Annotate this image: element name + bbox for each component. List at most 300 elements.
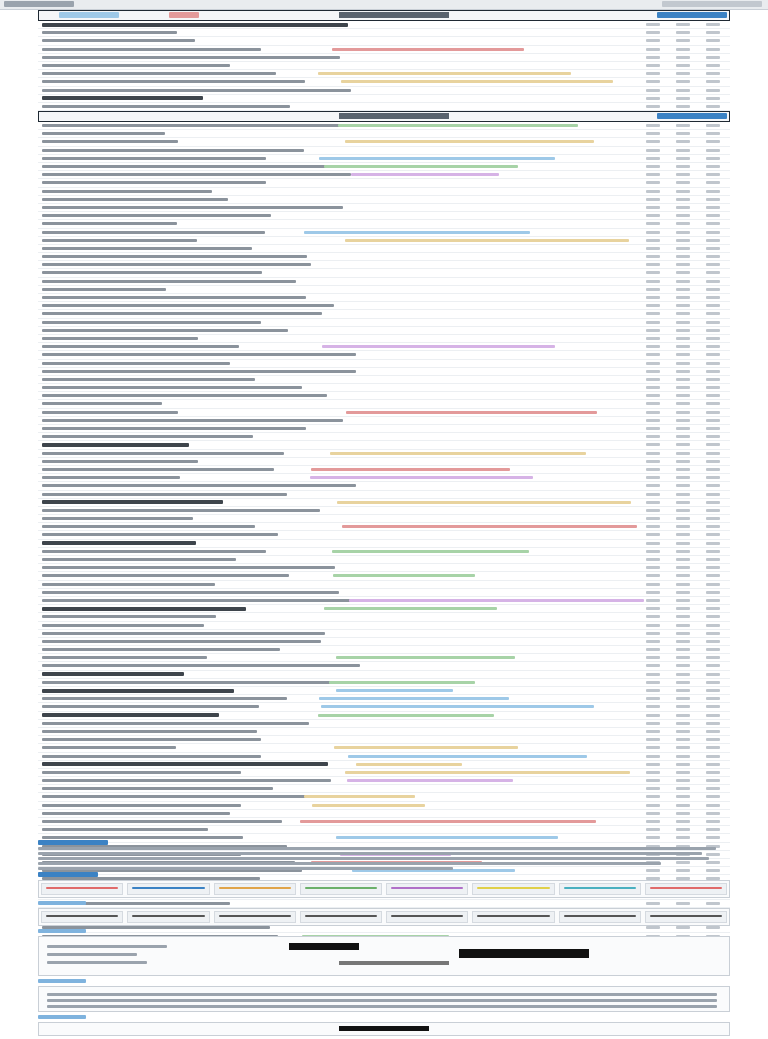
row-stat-placeholder (706, 181, 720, 184)
row-stat-placeholder (676, 533, 690, 536)
paragraph-line (38, 852, 702, 855)
row-stat-placeholder (646, 558, 660, 561)
list-row[interactable] (38, 147, 730, 155)
row-stat-placeholder (646, 771, 660, 774)
row-stat-placeholder (646, 460, 660, 463)
row-stat-placeholder (706, 689, 720, 692)
row-stat-placeholder (676, 23, 690, 26)
footer-link-placeholder[interactable] (38, 1015, 86, 1019)
row-label-placeholder (42, 173, 351, 176)
list-row[interactable] (38, 87, 730, 95)
list-row[interactable] (38, 376, 730, 384)
list-row[interactable] (38, 622, 730, 630)
row-label-placeholder (42, 378, 255, 381)
footer-link-placeholder[interactable] (38, 979, 86, 983)
list-row[interactable] (38, 589, 730, 597)
row-stat-placeholder (706, 673, 720, 676)
footer-section-title-placeholder (38, 872, 98, 877)
row-stat-placeholder (646, 56, 660, 59)
row-label-placeholder (42, 746, 176, 749)
row-stat-placeholder (706, 509, 720, 512)
row-stat-placeholder (676, 288, 690, 291)
list-row[interactable] (38, 753, 730, 761)
row-stat-placeholder (676, 80, 690, 83)
row-stat-placeholder (706, 648, 720, 651)
row-stat-placeholder (646, 378, 660, 381)
row-stat-placeholder (706, 386, 720, 389)
list-row[interactable] (38, 425, 730, 433)
list-row[interactable] (38, 630, 730, 638)
row-stat-placeholder (676, 206, 690, 209)
list-row[interactable] (38, 302, 730, 310)
row-label-placeholder (42, 762, 328, 766)
section-header-2 (38, 111, 730, 122)
row-stat-placeholder (706, 288, 720, 291)
row-stat-placeholder (676, 812, 690, 815)
list-row[interactable] (38, 245, 730, 253)
row-label-placeholder (42, 231, 265, 234)
list-row[interactable] (38, 62, 730, 70)
row-label-placeholder (42, 419, 343, 422)
row-stat-placeholder (646, 132, 660, 135)
row-label-placeholder (42, 362, 230, 365)
row-stat-placeholder (676, 181, 690, 184)
list-row[interactable] (38, 319, 730, 327)
list-row[interactable] (38, 523, 730, 531)
bottom-card (38, 1022, 730, 1036)
row-label-placeholder (42, 697, 287, 700)
row-stat-placeholder (706, 222, 720, 225)
chip[interactable] (127, 883, 209, 895)
row-stat-placeholder (676, 198, 690, 201)
chip[interactable] (41, 911, 123, 923)
row-stat-placeholder (676, 697, 690, 700)
row-stat-placeholder (676, 89, 690, 92)
list-row[interactable] (38, 409, 730, 417)
list-row[interactable] (38, 179, 730, 187)
row-stat-placeholder (706, 411, 720, 414)
row-label-placeholder (42, 795, 308, 798)
list-row[interactable] (38, 46, 730, 54)
row-stat-placeholder (646, 296, 660, 299)
row-stat-placeholder (646, 624, 660, 627)
paragraph-line (47, 1005, 717, 1008)
row-annotation-placeholder (300, 820, 596, 823)
row-stat-placeholder (706, 329, 720, 332)
section-header-badge[interactable] (657, 12, 727, 18)
row-label-placeholder (42, 460, 198, 463)
list-row[interactable] (38, 695, 730, 703)
list-row[interactable] (38, 769, 730, 777)
row-stat-placeholder (646, 591, 660, 594)
list-row[interactable] (38, 212, 730, 220)
list-row[interactable] (38, 261, 730, 269)
list-row[interactable] (38, 671, 730, 679)
list-row[interactable] (38, 204, 730, 212)
row-stat-placeholder (676, 484, 690, 487)
icon-row-card (38, 908, 730, 926)
list-row[interactable] (38, 818, 730, 826)
list-row[interactable] (38, 441, 730, 449)
row-annotation-placeholder (311, 468, 510, 471)
row-stat-placeholder (706, 337, 720, 340)
list-row[interactable] (38, 613, 730, 621)
row-annotation-placeholder (312, 804, 425, 807)
row-stat-placeholder (676, 263, 690, 266)
list-row[interactable] (38, 703, 730, 711)
row-stat-placeholder (706, 795, 720, 798)
list-row[interactable] (38, 37, 730, 45)
row-stat-placeholder (676, 771, 690, 774)
chip[interactable] (127, 911, 209, 923)
row-stat-placeholder (646, 345, 660, 348)
row-stat-placeholder (676, 48, 690, 51)
row-stat-placeholder (646, 39, 660, 42)
dark-bar (339, 1026, 429, 1031)
list-row[interactable] (38, 646, 730, 654)
list-row[interactable] (38, 654, 730, 662)
list-row[interactable] (38, 548, 730, 556)
list-row[interactable] (38, 196, 730, 204)
row-stat-placeholder (706, 255, 720, 258)
list-row[interactable] (38, 392, 730, 400)
row-stat-placeholder (706, 362, 720, 365)
row-label-placeholder (42, 705, 259, 708)
row-stat-placeholder (676, 190, 690, 193)
list-row[interactable] (38, 327, 730, 335)
row-stat-placeholder (676, 476, 690, 479)
chip[interactable] (214, 883, 296, 895)
list-row[interactable] (38, 54, 730, 62)
row-stat-placeholder (676, 460, 690, 463)
row-stat-placeholder (706, 173, 720, 176)
toolbar-controls-placeholder[interactable] (662, 1, 762, 7)
row-label-placeholder (42, 607, 246, 611)
list-row[interactable] (38, 95, 730, 103)
footer-link-placeholder[interactable] (38, 901, 86, 905)
footer-area (38, 838, 730, 1039)
row-label-placeholder (42, 755, 261, 758)
list-row[interactable] (38, 810, 730, 818)
footer-link-placeholder[interactable] (38, 929, 86, 933)
chip[interactable] (386, 883, 468, 895)
list-row[interactable] (38, 712, 730, 720)
row-annotation-placeholder (356, 763, 462, 766)
list-row[interactable] (38, 531, 730, 539)
list-row[interactable] (38, 572, 730, 580)
chip[interactable] (300, 883, 382, 895)
row-stat-placeholder (646, 255, 660, 258)
section-header-badge[interactable] (657, 113, 727, 119)
row-stat-placeholder (676, 795, 690, 798)
row-stat-placeholder (676, 738, 690, 741)
row-stat-placeholder (706, 763, 720, 766)
row-label-placeholder (42, 624, 204, 627)
list-row[interactable] (38, 417, 730, 425)
row-stat-placeholder (676, 402, 690, 405)
row-label-placeholder (42, 500, 223, 504)
list-row[interactable] (38, 491, 730, 499)
row-label-placeholder (42, 566, 335, 569)
list-row[interactable] (38, 597, 730, 605)
row-stat-placeholder (646, 165, 660, 168)
list-row[interactable] (38, 581, 730, 589)
list-row[interactable] (38, 29, 730, 37)
list-row[interactable] (38, 294, 730, 302)
row-stat-placeholder (646, 632, 660, 635)
list-row[interactable] (38, 499, 730, 507)
row-stat-placeholder (676, 312, 690, 315)
row-stat-placeholder (676, 755, 690, 758)
row-stat-placeholder (676, 280, 690, 283)
row-stat-placeholder (646, 362, 660, 365)
preview-card (38, 936, 730, 976)
list-row[interactable] (38, 368, 730, 376)
list-row[interactable] (38, 138, 730, 146)
row-stat-placeholder (646, 353, 660, 356)
list-row[interactable] (38, 237, 730, 245)
list-row[interactable] (38, 171, 730, 179)
row-label-placeholder (42, 96, 203, 100)
row-label-placeholder (42, 517, 193, 520)
row-annotation-placeholder (334, 746, 518, 749)
list-row[interactable] (38, 515, 730, 523)
row-stat-placeholder (676, 820, 690, 823)
list-row[interactable] (38, 793, 730, 801)
list-row[interactable] (38, 286, 730, 294)
row-label-placeholder (42, 312, 322, 315)
row-stat-placeholder (676, 304, 690, 307)
list-row[interactable] (38, 130, 730, 138)
row-stat-placeholder (676, 730, 690, 733)
row-stat-placeholder (676, 411, 690, 414)
list-row[interactable] (38, 826, 730, 834)
list-row[interactable] (38, 728, 730, 736)
row-stat-placeholder (706, 157, 720, 160)
paragraph-line (38, 857, 709, 860)
list-row[interactable] (38, 21, 730, 29)
chip[interactable] (386, 911, 468, 923)
row-label-placeholder (42, 664, 360, 667)
list-row[interactable] (38, 310, 730, 318)
list-row[interactable] (38, 777, 730, 785)
list-row[interactable] (38, 679, 730, 687)
row-label-placeholder (42, 411, 178, 414)
list-row[interactable] (38, 78, 730, 86)
row-stat-placeholder (706, 624, 720, 627)
chip[interactable] (645, 883, 727, 895)
list-row[interactable] (38, 335, 730, 343)
row-stat-placeholder (646, 828, 660, 831)
list-row[interactable] (38, 122, 730, 130)
row-stat-placeholder (706, 345, 720, 348)
row-stat-placeholder (646, 370, 660, 373)
chip[interactable] (645, 911, 727, 923)
row-stat-placeholder (676, 231, 690, 234)
list-row[interactable] (38, 343, 730, 351)
row-stat-placeholder (676, 714, 690, 717)
row-stat-placeholder (676, 673, 690, 676)
row-stat-placeholder (706, 247, 720, 250)
row-stat-placeholder (646, 681, 660, 684)
row-stat-placeholder (646, 386, 660, 389)
list-row[interactable] (38, 70, 730, 78)
row-label-placeholder (42, 550, 266, 553)
row-stat-placeholder (646, 574, 660, 577)
list-row[interactable] (38, 450, 730, 458)
row-annotation-placeholder (337, 501, 631, 504)
list-row[interactable] (38, 540, 730, 548)
row-label-placeholder (42, 80, 305, 83)
row-stat-placeholder (646, 288, 660, 291)
list-row[interactable] (38, 482, 730, 490)
row-stat-placeholder (646, 411, 660, 414)
row-annotation-placeholder (342, 525, 637, 528)
row-label-placeholder (42, 804, 241, 807)
row-label-placeholder (42, 271, 262, 274)
list-row[interactable] (38, 720, 730, 728)
list-row[interactable] (38, 400, 730, 408)
row-annotation-placeholder (346, 411, 597, 414)
list-row[interactable] (38, 253, 730, 261)
row-label-placeholder (42, 321, 261, 324)
row-stat-placeholder (706, 640, 720, 643)
list-row[interactable] (38, 384, 730, 392)
row-stat-placeholder (706, 484, 720, 487)
list-row[interactable] (38, 163, 730, 171)
list-row[interactable] (38, 687, 730, 695)
chip[interactable] (472, 883, 554, 895)
row-stat-placeholder (706, 746, 720, 749)
row-label-placeholder (42, 574, 289, 577)
row-stat-placeholder (646, 566, 660, 569)
list-row[interactable] (38, 785, 730, 793)
section-header-hint-red (169, 12, 199, 18)
dark-bar (289, 943, 359, 950)
row-stat-placeholder (646, 533, 660, 536)
row-stat-placeholder (676, 640, 690, 643)
chip[interactable] (214, 911, 296, 923)
row-stat-placeholder (676, 378, 690, 381)
row-stat-placeholder (706, 64, 720, 67)
row-stat-placeholder (646, 714, 660, 717)
row-stat-placeholder (706, 149, 720, 152)
row-label-placeholder (42, 558, 236, 561)
row-stat-placeholder (706, 460, 720, 463)
list-row[interactable] (38, 802, 730, 810)
row-label-placeholder (42, 165, 340, 168)
row-label-placeholder (42, 157, 266, 160)
list-row[interactable] (38, 351, 730, 359)
list-row[interactable] (38, 761, 730, 769)
row-label-placeholder (42, 181, 266, 184)
row-stat-placeholder (706, 443, 720, 446)
row-stat-placeholder (706, 525, 720, 528)
row-stat-placeholder (646, 648, 660, 651)
row-annotation-placeholder (336, 656, 515, 659)
row-stat-placeholder (706, 599, 720, 602)
list-row[interactable] (38, 269, 730, 277)
row-stat-placeholder (676, 550, 690, 553)
row-stat-placeholder (646, 247, 660, 250)
list-row[interactable] (38, 662, 730, 670)
row-annotation-placeholder (349, 599, 644, 602)
row-stat-placeholder (646, 239, 660, 242)
row-stat-placeholder (676, 132, 690, 135)
row-annotation-placeholder (332, 550, 529, 553)
row-annotation-placeholder (338, 124, 578, 127)
list-row[interactable] (38, 155, 730, 163)
row-stat-placeholder (676, 804, 690, 807)
row-label-placeholder (42, 812, 230, 815)
row-stat-placeholder (706, 501, 720, 504)
section-rows-1 (38, 21, 730, 111)
chip[interactable] (559, 883, 641, 895)
row-stat-placeholder (706, 452, 720, 455)
list-row[interactable] (38, 220, 730, 228)
row-stat-placeholder (706, 787, 720, 790)
row-stat-placeholder (676, 664, 690, 667)
list-row[interactable] (38, 744, 730, 752)
chip[interactable] (41, 883, 123, 895)
row-label-placeholder (42, 583, 215, 586)
list-row[interactable] (38, 458, 730, 466)
row-stat-placeholder (646, 746, 660, 749)
list-row[interactable] (38, 736, 730, 744)
row-stat-placeholder (676, 681, 690, 684)
row-annotation-placeholder (345, 140, 594, 143)
row-stat-placeholder (706, 468, 720, 471)
row-stat-placeholder (646, 80, 660, 83)
chip[interactable] (559, 911, 641, 923)
paragraph-line (47, 999, 717, 1002)
row-stat-placeholder (706, 296, 720, 299)
row-label-placeholder (42, 239, 197, 242)
row-label-placeholder (42, 738, 261, 741)
row-label-placeholder (42, 632, 325, 635)
list-row[interactable] (38, 466, 730, 474)
row-label-placeholder (42, 468, 274, 471)
row-stat-placeholder (646, 337, 660, 340)
list-row[interactable] (38, 433, 730, 441)
list-row[interactable] (38, 229, 730, 237)
row-stat-placeholder (646, 509, 660, 512)
row-stat-placeholder (676, 353, 690, 356)
paragraph-line (38, 867, 453, 870)
list-row[interactable] (38, 605, 730, 613)
list-row[interactable] (38, 103, 730, 111)
list-row[interactable] (38, 638, 730, 646)
row-stat-placeholder (676, 222, 690, 225)
chip[interactable] (472, 911, 554, 923)
list-row[interactable] (38, 474, 730, 482)
list-row[interactable] (38, 360, 730, 368)
list-row[interactable] (38, 507, 730, 515)
chip[interactable] (300, 911, 382, 923)
row-stat-placeholder (646, 157, 660, 160)
row-stat-placeholder (646, 673, 660, 676)
row-stat-placeholder (646, 89, 660, 92)
row-annotation-placeholder (348, 755, 587, 758)
row-label-placeholder (42, 280, 296, 283)
row-stat-placeholder (676, 370, 690, 373)
row-stat-placeholder (646, 321, 660, 324)
list-row[interactable] (38, 278, 730, 286)
list-row[interactable] (38, 564, 730, 572)
row-stat-placeholder (646, 181, 660, 184)
list-row[interactable] (38, 188, 730, 196)
list-row[interactable] (38, 556, 730, 564)
